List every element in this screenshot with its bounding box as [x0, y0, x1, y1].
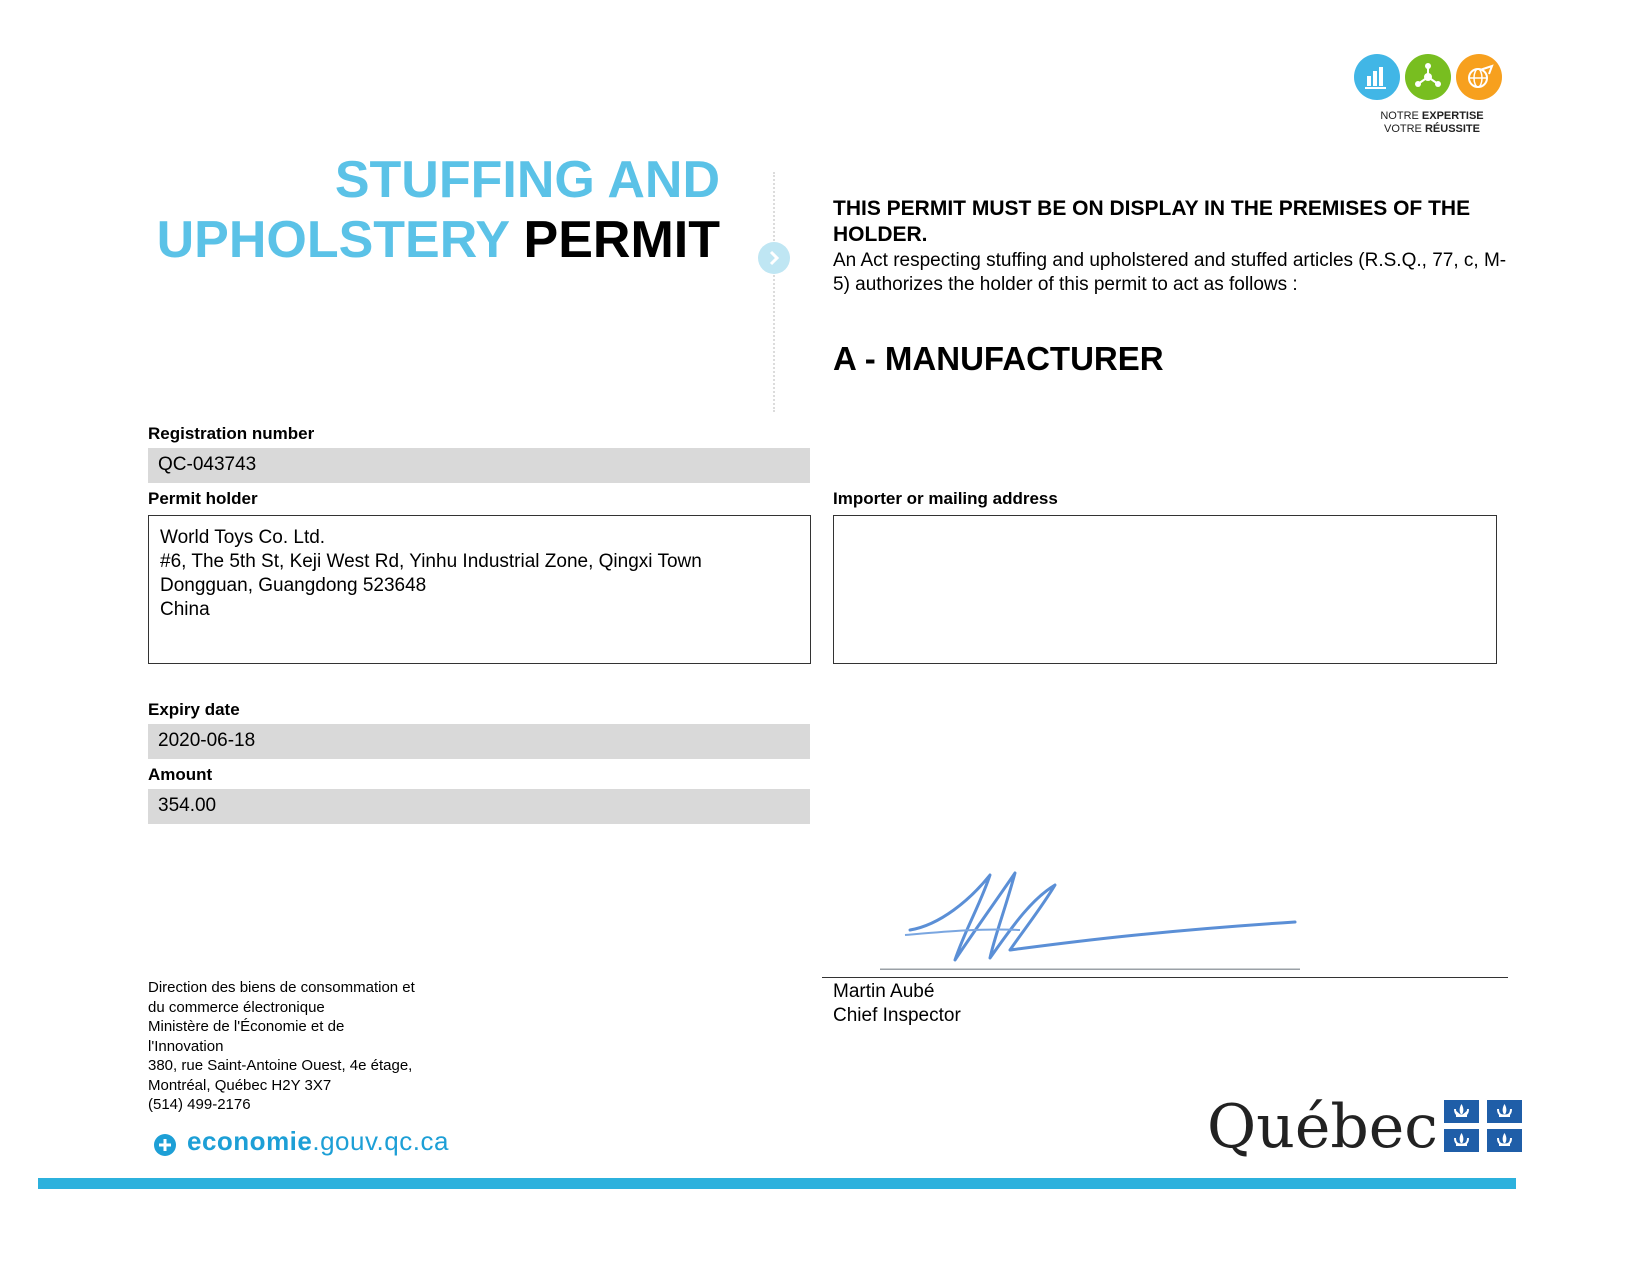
address-line: (514) 499-2176	[148, 1096, 251, 1113]
permit-holder-label: Permit holder	[148, 489, 258, 508]
brand-tagline: NOTRE EXPERTISE VOTRE RÉUSSITE	[1380, 110, 1484, 135]
office-address	[148, 978, 468, 1115]
address-line: Montréal, Québec H2Y 3X7	[148, 1076, 332, 1094]
signature-line	[822, 977, 1508, 978]
permit-class: A - MANUFACTURER	[833, 340, 1164, 377]
signer-name: Martin Aubé	[833, 981, 935, 1002]
website-link[interactable]: economie.gouv.qc.ca	[187, 1126, 449, 1156]
registration-number-field: QC-043743	[148, 448, 810, 483]
address-line: Ministère de l'Économie et de	[148, 1018, 345, 1035]
holder-line: World Toys Co. Ltd.	[160, 527, 326, 548]
quebec-wordmark: Québec	[1207, 1092, 1438, 1162]
importer-address-label: Importer or mailing address	[833, 489, 1058, 508]
act-text: An Act respecting stuffing and upholstered and stuffed articles (R.S.Q., 77, c, M-5) authorizes the holder of this permit to act as follows :	[833, 250, 1507, 295]
registration-label: Registration number	[148, 424, 315, 443]
display-notice: THIS PERMIT MUST BE ON DISPLAY IN THE PREMISES OF THE HOLDER.	[833, 197, 1471, 246]
holder-line: Dongguan, Guangdong 523648	[160, 575, 427, 596]
plus-icon	[154, 1134, 176, 1156]
address-line: du commerce électronique	[148, 998, 325, 1016]
footer-accent-bar	[38, 1178, 1516, 1189]
signer-title: Chief Inspector	[833, 1005, 961, 1026]
expiry-date-label: Expiry date	[148, 700, 240, 719]
permit-holder-box	[148, 515, 811, 664]
brand-logo	[1352, 54, 1512, 144]
network-icon	[1405, 54, 1451, 100]
address-line: Direction des biens de consommation et	[148, 979, 415, 996]
holder-line: #6, The 5th St, Keji West Rd, Yinhu Industrial Zone, Qingxi Town	[160, 551, 702, 572]
amount-field: 354.00	[148, 789, 810, 824]
amount-label: Amount	[148, 765, 213, 784]
handwritten-signature	[880, 870, 1300, 970]
expiry-date-field: 2020-06-18	[148, 724, 810, 759]
importer-address-box	[833, 515, 1497, 664]
globe-icon	[1456, 54, 1502, 100]
vertical-divider	[773, 172, 775, 412]
permit-title: STUFFING AND UPHOLSTERY PERMIT	[156, 151, 720, 269]
address-line: l'Innovation	[148, 1037, 224, 1055]
bar-chart-icon	[1354, 54, 1400, 100]
fleur-de-lis-flag-icon	[1444, 1100, 1522, 1152]
address-line: 380, rue Saint-Antoine Ouest, 4e étage,	[148, 1057, 413, 1074]
holder-line: China	[160, 599, 210, 620]
chevron-right-icon	[758, 242, 790, 274]
